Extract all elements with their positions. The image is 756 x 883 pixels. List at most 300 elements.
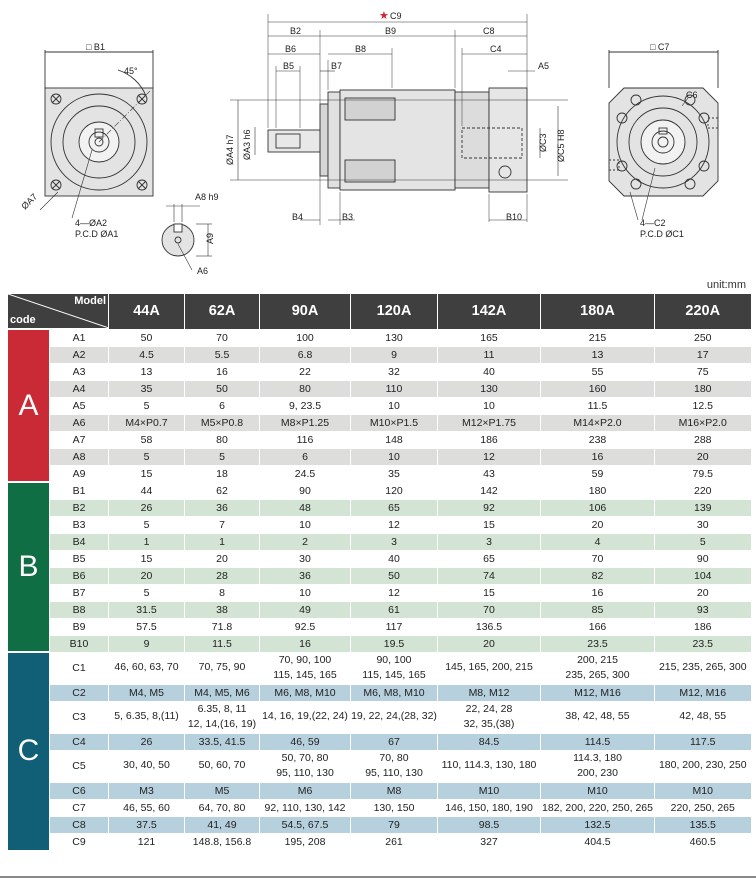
code-cell: A4 (50, 380, 109, 397)
label-b8: B8 (355, 44, 367, 54)
value-cell: 100 (260, 329, 351, 346)
model-62a: 62A (185, 294, 260, 329)
value-cell: 15 (109, 550, 185, 567)
code-cell: B2 (50, 499, 109, 516)
value-cell: 50 (109, 329, 185, 346)
code-cell: B10 (50, 635, 109, 652)
row-c6 (8, 782, 751, 799)
value-cell: 11.5 (541, 397, 655, 414)
value-cell: 10 (260, 516, 351, 533)
value-cell: M6, M8, M10 (351, 684, 438, 701)
code-cell: C8 (50, 816, 109, 833)
value-cell: 3 (351, 533, 438, 550)
value-cell: 130, 150 (351, 799, 438, 816)
footer-rule (0, 876, 756, 878)
value-cell: 104 (655, 567, 751, 584)
value-cell: 70 (185, 329, 260, 346)
value-cell: 82 (541, 567, 655, 584)
value-cell: 23.5 (655, 635, 751, 652)
row-b5 (8, 550, 751, 567)
value-cell: 85 (541, 601, 655, 618)
value-cell: 11.5 (185, 635, 260, 652)
value-cell: 20 (655, 448, 751, 465)
code-cell: A5 (50, 397, 109, 414)
row-a9 (8, 465, 751, 482)
label-c2: 4—C2 (640, 218, 666, 228)
label-a8: A8 h9 (195, 192, 219, 202)
value-cell: 10 (438, 397, 541, 414)
value-cell: 70, 80 95, 110, 130 (351, 750, 438, 782)
value-cell: 49 (260, 601, 351, 618)
value-cell: 18 (185, 465, 260, 482)
value-cell: M6 (260, 782, 351, 799)
row-a6 (8, 414, 751, 431)
label-c8: C8 (483, 26, 495, 36)
row-b2 (8, 499, 751, 516)
code-cell: A7 (50, 431, 109, 448)
value-cell: 117 (351, 618, 438, 635)
value-cell: 70 (541, 550, 655, 567)
row-b10 (8, 635, 751, 652)
value-cell: 33.5, 41.5 (185, 733, 260, 750)
value-cell: 130 (438, 380, 541, 397)
value-cell: 74 (438, 567, 541, 584)
label-a4: ØA4 h7 (225, 134, 235, 165)
value-cell: 38 (185, 601, 260, 618)
header-row (8, 294, 751, 329)
value-cell: M12×P1.75 (438, 414, 541, 431)
value-cell: 75 (655, 363, 751, 380)
value-cell: M16×P2.0 (655, 414, 751, 431)
value-cell: M4, M5, M6 (185, 684, 260, 701)
model-header: Model (74, 295, 106, 307)
value-cell: 404.5 (541, 833, 655, 850)
value-cell: 13 (109, 363, 185, 380)
code-cell: C7 (50, 799, 109, 816)
value-cell: 22, 24, 28 32, 35,(38) (438, 701, 541, 733)
value-cell: 148 (351, 431, 438, 448)
value-cell: 5 (655, 533, 751, 550)
code-cell: A3 (50, 363, 109, 380)
label-a2: 4—ØA2 (75, 218, 108, 228)
row-b9 (8, 618, 751, 635)
value-cell: 220 (655, 482, 751, 499)
value-cell: 17 (655, 346, 751, 363)
value-cell: 19.5 (351, 635, 438, 652)
row-b6 (8, 567, 751, 584)
value-cell: 5 (109, 516, 185, 533)
value-cell: 130 (351, 329, 438, 346)
value-cell: 30 (655, 516, 751, 533)
value-cell: 80 (185, 431, 260, 448)
value-cell: 48 (260, 499, 351, 516)
value-cell: 4.5 (109, 346, 185, 363)
value-cell: 19, 22, 24,(28, 32) (351, 701, 438, 733)
row-b8 (8, 601, 751, 618)
value-cell: 10 (351, 448, 438, 465)
value-cell: M12, M16 (655, 684, 751, 701)
value-cell: M10 (438, 782, 541, 799)
value-cell: 93 (655, 601, 751, 618)
row-c7 (8, 799, 751, 816)
value-cell: 12.5 (655, 397, 751, 414)
value-cell: 92.5 (260, 618, 351, 635)
model-90a: 90A (260, 294, 351, 329)
value-cell: 38, 42, 48, 55 (541, 701, 655, 733)
value-cell: 3 (438, 533, 541, 550)
value-cell: 46, 60, 63, 70 (109, 652, 185, 684)
value-cell: 10 (260, 584, 351, 601)
value-cell: 28 (185, 567, 260, 584)
row-a5 (8, 397, 751, 414)
value-cell: 23.5 (541, 635, 655, 652)
value-cell: 79.5 (655, 465, 751, 482)
value-cell: 31.5 (109, 601, 185, 618)
label-c4: C4 (490, 44, 502, 54)
label-b10: B10 (506, 212, 523, 222)
star-icon: ★ (379, 9, 389, 22)
row-c8 (8, 816, 751, 833)
value-cell: M4, M5 (109, 684, 185, 701)
value-cell: 50 (185, 380, 260, 397)
value-cell: 145, 165, 200, 215 (438, 652, 541, 684)
group-label-b: B (8, 482, 50, 652)
value-cell: 182, 200, 220, 250, 265 (541, 799, 655, 816)
value-cell: 11 (438, 346, 541, 363)
row-b1 (8, 482, 751, 499)
value-cell: 20 (185, 550, 260, 567)
value-cell: 1 (185, 533, 260, 550)
value-cell: 288 (655, 431, 751, 448)
spec-body (8, 329, 751, 850)
code-cell: A2 (50, 346, 109, 363)
code-cell: A6 (50, 414, 109, 431)
value-cell: 70, 90, 100 115, 145, 165 (260, 652, 351, 684)
value-cell: 64, 70, 80 (185, 799, 260, 816)
value-cell: 92, 110, 130, 142 (260, 799, 351, 816)
value-cell: 116 (260, 431, 351, 448)
value-cell: 6.35, 8, 11 12, 14,(16, 19) (185, 701, 260, 733)
value-cell: 9, 23.5 (260, 397, 351, 414)
value-cell: 117.5 (655, 733, 751, 750)
value-cell: 15 (438, 516, 541, 533)
value-cell: 10 (351, 397, 438, 414)
value-cell: 15 (109, 465, 185, 482)
value-cell: 195, 208 (260, 833, 351, 850)
value-cell: 59 (541, 465, 655, 482)
label-pcd-c1: P.C.D ØC1 (640, 229, 684, 239)
value-cell: 186 (655, 618, 751, 635)
code-cell: C3 (50, 701, 109, 733)
code-cell: B1 (50, 482, 109, 499)
value-cell: M14×P2.0 (541, 414, 655, 431)
value-cell: 106 (541, 499, 655, 516)
value-cell: 215, 235, 265, 300 (655, 652, 751, 684)
value-cell: 79 (351, 816, 438, 833)
label-b1: □ B1 (86, 42, 105, 52)
value-cell: 16 (541, 448, 655, 465)
value-cell: 30, 40, 50 (109, 750, 185, 782)
model-180a: 180A (541, 294, 655, 329)
label-c7: □ C7 (650, 42, 670, 52)
code-cell: B5 (50, 550, 109, 567)
rear-view (609, 50, 718, 220)
value-cell: 22 (260, 363, 351, 380)
label-b5: B5 (283, 61, 295, 71)
value-cell: 30 (260, 550, 351, 567)
value-cell: 54.5, 67.5 (260, 816, 351, 833)
value-cell: 5, 6.35, 8,(11) (109, 701, 185, 733)
row-a8 (8, 448, 751, 465)
value-cell: 16 (541, 584, 655, 601)
code-cell: A8 (50, 448, 109, 465)
value-cell: 114.3, 180 200, 230 (541, 750, 655, 782)
value-cell: 65 (351, 499, 438, 516)
value-cell: 12 (351, 584, 438, 601)
value-cell: 70 (438, 601, 541, 618)
label-b6: B6 (285, 44, 297, 54)
value-cell: 16 (260, 635, 351, 652)
value-cell: 58 (109, 431, 185, 448)
value-cell: 5.5 (185, 346, 260, 363)
label-b2: B2 (290, 26, 302, 36)
value-cell: M4×P0.7 (109, 414, 185, 431)
value-cell: 61 (351, 601, 438, 618)
label-b3: B3 (342, 212, 354, 222)
row-c4 (8, 733, 751, 750)
value-cell: M8, M12 (438, 684, 541, 701)
value-cell: 15 (438, 584, 541, 601)
value-cell: 32 (351, 363, 438, 380)
code-cell: B7 (50, 584, 109, 601)
value-cell: 26 (109, 499, 185, 516)
value-cell: M8×P1.25 (260, 414, 351, 431)
value-cell: 146, 150, 180, 190 (438, 799, 541, 816)
row-b3 (8, 516, 751, 533)
value-cell: 37.5 (109, 816, 185, 833)
model-120a: 120A (351, 294, 438, 329)
row-b4 (8, 533, 751, 550)
code-cell: B4 (50, 533, 109, 550)
value-cell: 20 (438, 635, 541, 652)
value-cell: 165 (438, 329, 541, 346)
label-c6: C6 (686, 90, 698, 100)
label-a9: A9 (205, 232, 215, 244)
side-view (230, 14, 568, 225)
value-cell: 166 (541, 618, 655, 635)
value-cell: 90, 100 115, 145, 165 (351, 652, 438, 684)
label-pcd-a1: P.C.D ØA1 (75, 229, 119, 239)
row-a4 (8, 380, 751, 397)
value-cell: M12, M16 (541, 684, 655, 701)
row-c9 (8, 833, 751, 850)
value-cell: 6 (260, 448, 351, 465)
value-cell: 46, 59 (260, 733, 351, 750)
value-cell: 200, 215 235, 265, 300 (541, 652, 655, 684)
value-cell: 71.8 (185, 618, 260, 635)
model-code-corner (8, 294, 109, 329)
value-cell: 44 (109, 482, 185, 499)
value-cell: 186 (438, 431, 541, 448)
code-cell: C1 (50, 652, 109, 684)
value-cell: 62 (185, 482, 260, 499)
value-cell: 5 (109, 397, 185, 414)
value-cell: 2 (260, 533, 351, 550)
value-cell: 14, 16, 19,(22, 24) (260, 701, 351, 733)
value-cell: 20 (655, 584, 751, 601)
label-c3: ØC3 (538, 133, 548, 152)
code-header: code (10, 314, 36, 326)
value-cell: 16 (185, 363, 260, 380)
value-cell: 6 (185, 397, 260, 414)
value-cell: 6.8 (260, 346, 351, 363)
label-c5: ØC5 H8 (556, 129, 566, 162)
value-cell: 84.5 (438, 733, 541, 750)
value-cell: 92 (438, 499, 541, 516)
value-cell: 110, 114.3, 130, 180 (438, 750, 541, 782)
value-cell: M10×P1.5 (351, 414, 438, 431)
value-cell: 12 (438, 448, 541, 465)
value-cell: 120 (351, 482, 438, 499)
value-cell: 46, 55, 60 (109, 799, 185, 816)
value-cell: 136.5 (438, 618, 541, 635)
value-cell: 1 (109, 533, 185, 550)
model-220a: 220A (655, 294, 751, 329)
value-cell: 132.5 (541, 816, 655, 833)
value-cell: 180 (655, 380, 751, 397)
value-cell: 90 (260, 482, 351, 499)
value-cell: 9 (351, 346, 438, 363)
code-cell: A1 (50, 329, 109, 346)
value-cell: 35 (109, 380, 185, 397)
value-cell: 114.5 (541, 733, 655, 750)
value-cell: 160 (541, 380, 655, 397)
label-a3: ØA3 h6 (242, 129, 252, 160)
code-cell: C5 (50, 750, 109, 782)
value-cell: M8 (351, 782, 438, 799)
value-cell: 70, 75, 90 (185, 652, 260, 684)
value-cell: 460.5 (655, 833, 751, 850)
value-cell: 20 (109, 567, 185, 584)
label-c9: C9 (390, 11, 402, 21)
spec-table (7, 294, 751, 850)
group-label-c: C (8, 652, 50, 850)
value-cell: 250 (655, 329, 751, 346)
value-cell: 50, 70, 80 95, 110, 130 (260, 750, 351, 782)
value-cell: 261 (351, 833, 438, 850)
value-cell: 80 (260, 380, 351, 397)
value-cell: 4 (541, 533, 655, 550)
model-142a: 142A (438, 294, 541, 329)
code-cell: B3 (50, 516, 109, 533)
row-a7 (8, 431, 751, 448)
model-44a: 44A (109, 294, 185, 329)
value-cell: M6, M8, M10 (260, 684, 351, 701)
label-a6: A6 (197, 266, 209, 275)
value-cell: 41, 49 (185, 816, 260, 833)
value-cell: 9 (109, 635, 185, 652)
value-cell: 5 (109, 584, 185, 601)
code-cell: B6 (50, 567, 109, 584)
label-a7: ØA7 (19, 191, 40, 212)
value-cell: M3 (109, 782, 185, 799)
technical-drawing (0, 0, 756, 275)
row-c1 (8, 652, 751, 684)
value-cell: 24.5 (260, 465, 351, 482)
value-cell: 180, 200, 230, 250 (655, 750, 751, 782)
label-a5: A5 (538, 61, 550, 71)
value-cell: 42, 48, 55 (655, 701, 751, 733)
label-b4: B4 (292, 212, 304, 222)
value-cell: 148.8, 156.8 (185, 833, 260, 850)
value-cell: 5 (185, 448, 260, 465)
value-cell: 220, 250, 265 (655, 799, 751, 816)
value-cell: M10 (541, 782, 655, 799)
value-cell: 8 (185, 584, 260, 601)
code-cell: B9 (50, 618, 109, 635)
label-angle: 45° (124, 66, 138, 76)
value-cell: 57.5 (109, 618, 185, 635)
code-cell: C9 (50, 833, 109, 850)
value-cell: 327 (438, 833, 541, 850)
value-cell: 55 (541, 363, 655, 380)
value-cell: 121 (109, 833, 185, 850)
value-cell: 67 (351, 733, 438, 750)
value-cell: 98.5 (438, 816, 541, 833)
code-cell: A9 (50, 465, 109, 482)
value-cell: 40 (351, 550, 438, 567)
label-b9: B9 (385, 26, 397, 36)
value-cell: M10 (655, 782, 751, 799)
value-cell: 215 (541, 329, 655, 346)
value-cell: 43 (438, 465, 541, 482)
value-cell: 35 (351, 465, 438, 482)
value-cell: 65 (438, 550, 541, 567)
code-cell: C4 (50, 733, 109, 750)
value-cell: 50, 60, 70 (185, 750, 260, 782)
value-cell: 142 (438, 482, 541, 499)
value-cell: 90 (655, 550, 751, 567)
row-c5 (8, 750, 751, 782)
value-cell: 40 (438, 363, 541, 380)
row-a3 (8, 363, 751, 380)
value-cell: 238 (541, 431, 655, 448)
row-a2 (8, 346, 751, 363)
value-cell: 5 (109, 448, 185, 465)
value-cell: 36 (185, 499, 260, 516)
label-b7: B7 (331, 61, 343, 71)
value-cell: 135.5 (655, 816, 751, 833)
row-a1 (8, 329, 751, 346)
value-cell: 110 (351, 380, 438, 397)
row-c2 (8, 684, 751, 701)
value-cell: 13 (541, 346, 655, 363)
row-b7 (8, 584, 751, 601)
code-cell: C6 (50, 782, 109, 799)
code-cell: B8 (50, 601, 109, 618)
group-label-a: A (8, 329, 50, 482)
value-cell: 20 (541, 516, 655, 533)
value-cell: 139 (655, 499, 751, 516)
value-cell: 36 (260, 567, 351, 584)
unit-label: unit:mm (706, 279, 746, 291)
value-cell: 12 (351, 516, 438, 533)
code-cell: C2 (50, 684, 109, 701)
value-cell: M5 (185, 782, 260, 799)
value-cell: 180 (541, 482, 655, 499)
value-cell: M5×P0.8 (185, 414, 260, 431)
row-c3 (8, 701, 751, 733)
